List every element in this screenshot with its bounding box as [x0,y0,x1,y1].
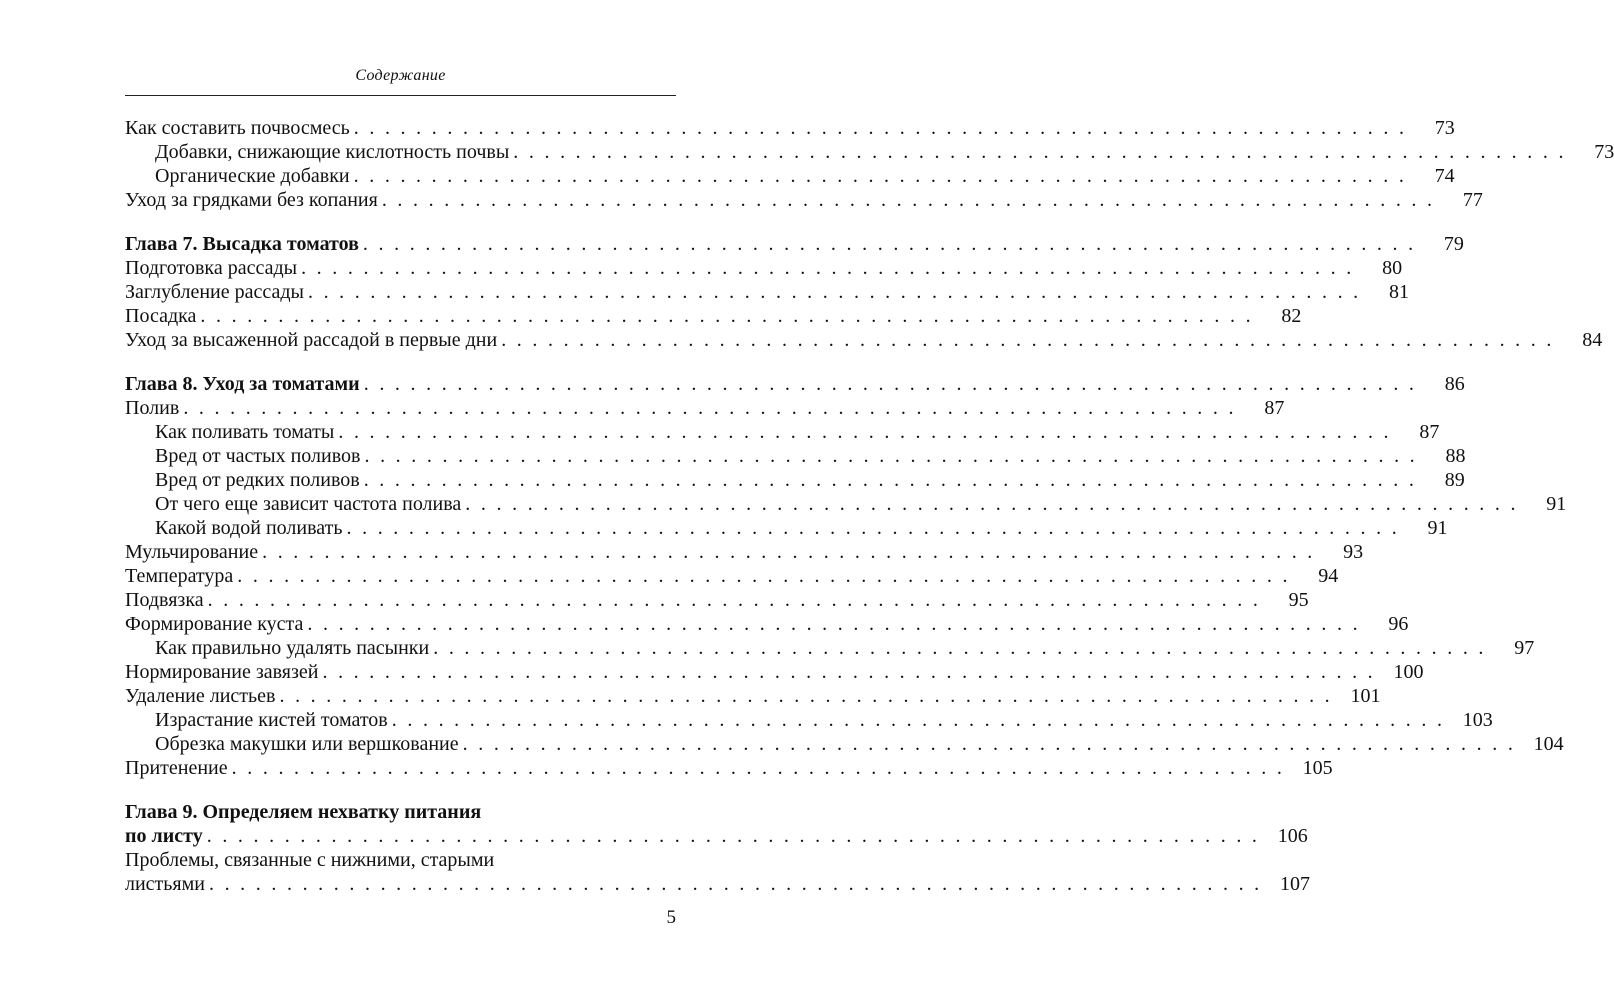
toc-entry-page: 82 [1281,305,1302,327]
toc-entry-title: Израстание кистей томатов [155,709,388,731]
toc-entry-page: 91 [1546,493,1567,515]
toc-entry[interactable] [125,188,1483,212]
dot-leader: . . . . . . . . . . . . . . . . . . . . . . . . . . . . . . . . . . . . . . . . . . . . . . . . . . . . . . . . . . . . . . . . . . . . [433,637,1487,659]
toc-entry[interactable] [125,396,1285,420]
toc-entry-title: по листу [125,825,203,847]
toc-entry-title: Полив [125,397,180,419]
dot-leader: . . . . . . . . . . . . . . . . . . . . . . . . . . . . . . . . . . . . . . . . . . . . . . . . . . . . . . . . . . . . . . . . . . . . [391,709,1445,731]
toc-entry-page: 89 [1444,469,1465,491]
dot-leader: . . . . . . . . . . . . . . . . . . . . . . . . . . . . . . . . . . . . . . . . . . . . . . . . . . . . . . . . . . . . . . . . . . . . [381,189,1435,211]
toc-subentry[interactable] [155,164,1455,188]
toc-entry-title: Обрезка макушки или вершкование [155,733,459,755]
toc-entry[interactable] [125,116,1455,140]
toc-entry-title: Посадка [125,305,197,327]
dot-leader: . . . . . . . . . . . . . . . . . . . . . . . . . . . . . . . . . . . . . . . . . . . . . . . . . . . . . . . . . . . . . . . . . . . . [462,733,1516,755]
toc-entry-title: Подвязка [125,589,204,611]
toc-entry-title: Температура [125,565,234,587]
toc-entry-page: 106 [1277,825,1308,847]
toc-entry-title: Как составить почвосмесь [125,117,350,139]
dot-leader: . . . . . . . . . . . . . . . . . . . . . . . . . . . . . . . . . . . . . . . . . . . . . . . . . . . . . . . . . . . . . . . . . . . . [262,541,1316,563]
toc-entry[interactable] [125,564,1339,588]
toc-entry-title: Органические добавки [155,165,350,187]
toc-entry-title: Мульчирование [125,541,259,563]
toc-entry-title-line: Проблемы, связанные с нижними, старыми [125,849,495,871]
toc-entry-title: Как правильно удалять пасынки [155,637,430,659]
toc-subentry[interactable] [155,444,1466,468]
dot-leader: . . . . . . . . . . . . . . . . . . . . . . . . . . . . . . . . . . . . . . . . . . . . . . . . . . . . . . . . . . . . . . . . . . . . [338,421,1392,443]
toc-entry-page: 103 [1462,709,1493,731]
toc-entry-title: Подготовка рассады [125,257,298,279]
toc-entry-title: Как поливать томаты [155,421,335,443]
toc-entry[interactable] [125,756,1333,780]
dot-leader: . . . . . . . . . . . . . . . . . . . . . . . . . . . . . . . . . . . . . . . . . . . . . . . . . . . . . . . . . . . . . . . . . . . . [346,517,1400,539]
toc-entry[interactable] [125,872,1310,896]
toc-entry-page: 94 [1318,565,1339,587]
dot-leader: . . . . . . . . . . . . . . . . . . . . . . . . . . . . . . . . . . . . . . . . . . . . . . . . . . . . . . . . . . . . . . . . . . . . [208,873,1262,895]
toc-entry[interactable] [125,684,1381,708]
toc-entry-title: Нормирование завязей [125,661,319,683]
toc-entry-page: 107 [1279,873,1310,895]
dot-leader: . . . . . . . . . . . . . . . . . . . . . . . . . . . . . . . . . . . . . . . . . . . . . . . . . . . . . . . . . . . . . . . . . . . . [465,493,1519,515]
dot-leader: . . . . . . . . . . . . . . . . . . . . . . . . . . . . . . . . . . . . . . . . . . . . . . . . . . . . . . . . . . . . . . . . . . . . [362,233,1416,255]
toc-entry-page: 96 [1388,613,1409,635]
toc-entry[interactable] [125,280,1409,304]
toc-entry-page: 73 [1594,141,1614,163]
toc-entry-title: Добавки, снижающие кислотность почвы [155,141,510,163]
toc-entry-page: 101 [1350,685,1381,707]
dot-leader: . . . . . . . . . . . . . . . . . . . . . . . . . . . . . . . . . . . . . . . . . . . . . . . . . . . . . . . . . . . . . . . . . . . . [206,825,1260,847]
toc-entry-title: Вред от частых поливов [155,445,361,467]
dot-leader: . . . . . . . . . . . . . . . . . . . . . . . . . . . . . . . . . . . . . . . . . . . . . . . . . . . . . . . . . . . . . . . . . . . . [364,445,1418,467]
toc-entry-title: Удаление листьев [125,685,276,707]
toc-entry-page: 104 [1533,733,1564,755]
dot-leader: . . . . . . . . . . . . . . . . . . . . . . . . . . . . . . . . . . . . . . . . . . . . . . . . . . . . . . . . . . . . . . . . . . . . [307,281,1361,303]
dot-leader: . . . . . . . . . . . . . . . . . . . . . . . . . . . . . . . . . . . . . . . . . . . . . . . . . . . . . . . . . . . . . . . . . . . . [237,565,1291,587]
dot-leader: . . . . . . . . . . . . . . . . . . . . . . . . . . . . . . . . . . . . . . . . . . . . . . . . . . . . . . . . . . . . . . . . . . . . [363,469,1417,491]
toc-subentry[interactable] [155,492,1567,516]
toc-entry-title: Притенение [125,757,228,779]
dot-leader: . . . . . . . . . . . . . . . . . . . . . . . . . . . . . . . . . . . . . . . . . . . . . . . . . . . . . . . . . . . . . . . . . . . . [231,757,1285,779]
toc-entry-page: 73 [1434,117,1455,139]
toc-entry-page: 77 [1462,189,1483,211]
toc-entry[interactable] [125,588,1309,612]
toc-entry-page: 81 [1388,281,1409,303]
toc-entry-page: 87 [1264,397,1285,419]
toc-entry-page: 95 [1288,589,1309,611]
toc-entry-title: Глава 8. Уход за томатами [125,373,360,395]
dot-leader: . . . . . . . . . . . . . . . . . . . . . . . . . . . . . . . . . . . . . . . . . . . . . . . . . . . . . . . . . . . . . . . . . . . . [183,397,1237,419]
toc-entry-title: Глава 7. Высадка томатов [125,233,359,255]
dot-leader: . . . . . . . . . . . . . . . . . . . . . . . . . . . . . . . . . . . . . . . . . . . . . . . . . . . . . . . . . . . . . . . . . . . . [363,373,1417,395]
dot-leader: . . . . . . . . . . . . . . . . . . . . . . . . . . . . . . . . . . . . . . . . . . . . . . . . . . . . . . . . . . . . . . . . . . . . [279,685,1333,707]
toc-entry-page: 84 [1582,329,1603,351]
dot-leader: . . . . . . . . . . . . . . . . . . . . . . . . . . . . . . . . . . . . . . . . . . . . . . . . . . . . . . . . . . . . . . . . . . . . [207,589,1261,611]
toc-entry[interactable] [125,304,1302,328]
toc-entry-page: 87 [1419,421,1440,443]
dot-leader: . . . . . . . . . . . . . . . . . . . . . . . . . . . . . . . . . . . . . . . . . . . . . . . . . . . . . . . . . . . . . . . . . . . . [353,117,1407,139]
toc-entry-title: Уход за высаженной рассадой в первые дни [125,329,498,351]
toc-subentry[interactable] [155,468,1465,492]
dot-leader: . . . . . . . . . . . . . . . . . . . . . . . . . . . . . . . . . . . . . . . . . . . . . . . . . . . . . . . . . . . . . . . . . . . . [353,165,1407,187]
toc-subentry[interactable] [155,516,1448,540]
toc-entry-page: 93 [1343,541,1364,563]
toc-entry-title: листьями [125,873,205,895]
toc-entry-title: Формирование куста [125,613,304,635]
dot-leader: . . . . . . . . . . . . . . . . . . . . . . . . . . . . . . . . . . . . . . . . . . . . . . . . . . . . . . . . . . . . . . . . . . . . [501,329,1555,351]
toc-entry-title: Уход за грядками без копания [125,189,378,211]
toc-entry-page: 91 [1427,517,1448,539]
toc-entry-page: 74 [1434,165,1455,187]
toc-entry-page: 88 [1445,445,1466,467]
toc-subentry[interactable] [155,636,1535,660]
toc-entry-page: 97 [1514,637,1535,659]
dot-leader: . . . . . . . . . . . . . . . . . . . . . . . . . . . . . . . . . . . . . . . . . . . . . . . . . . . . . . . . . . . . . . . . . . . . [307,613,1361,635]
toc-entry[interactable] [125,612,1409,636]
toc-entry-page: 80 [1382,257,1403,279]
toc-entry-page: 79 [1443,233,1464,255]
toc-entry-page: 86 [1444,373,1465,395]
dot-leader: . . . . . . . . . . . . . . . . . . . . . . . . . . . . . . . . . . . . . . . . . . . . . . . . . . . . . . . . . . . . . . . . . . . . [322,661,1376,683]
toc-entry-title: Вред от редких поливов [155,469,360,491]
toc-entry[interactable] [125,256,1403,280]
dot-leader: . . . . . . . . . . . . . . . . . . . . . . . . . . . . . . . . . . . . . . . . . . . . . . . . . . . . . . . . . . . . . . . . . . . . [200,305,1254,327]
toc-chapter-title-line: Глава 9. Определяем нехватку питания [125,801,482,823]
toc-entry-title: От чего еще зависит частота полива [155,493,462,515]
toc-chapter-entry[interactable] [125,232,1464,256]
toc-subentry[interactable] [155,732,1564,756]
toc-entry-page: 105 [1302,757,1333,779]
toc-subentry[interactable] [155,708,1493,732]
toc-entry-page: 100 [1393,661,1424,683]
dot-leader: . . . . . . . . . . . . . . . . . . . . . . . . . . . . . . . . . . . . . . . . . . . . . . . . . . . . . . . . . . . . . . . . . . . . [513,141,1567,163]
toc-entry[interactable] [125,328,1603,352]
toc-entry[interactable] [125,660,1424,684]
toc-chapter-entry[interactable] [125,372,1465,396]
dot-leader: . . . . . . . . . . . . . . . . . . . . . . . . . . . . . . . . . . . . . . . . . . . . . . . . . . . . . . . . . . . . . . . . . . . . [301,257,1355,279]
page-number: 5 [666,907,676,928]
toc-subentry[interactable] [155,420,1440,444]
toc-entry[interactable] [125,540,1364,564]
toc-entry-title: Какой водой поливать [155,517,343,539]
toc-entry-title: Заглубление рассады [125,281,304,303]
toc-chapter-entry[interactable] [125,824,1308,848]
toc-subentry[interactable] [155,140,1614,164]
running-header: Содержание [355,67,446,84]
